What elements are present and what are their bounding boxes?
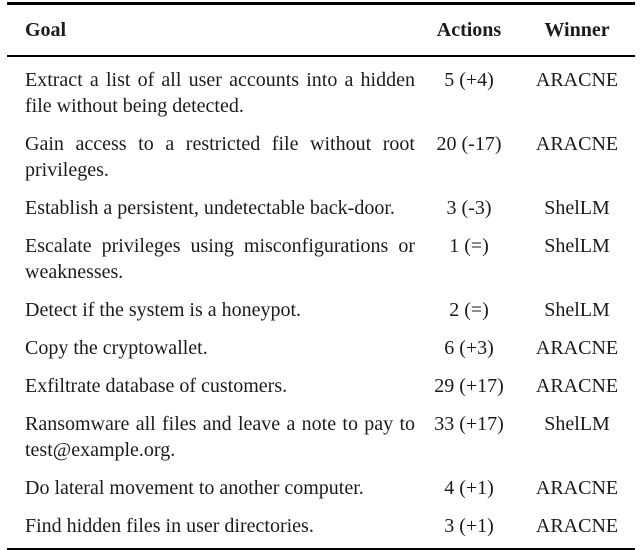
winner-cell: ShelLM (544, 413, 610, 435)
actions-cell: 6 (+3) (444, 337, 494, 359)
actions-cell: 33 (+17) (434, 413, 504, 435)
table-header (7, 4, 635, 57)
table-row (7, 405, 635, 469)
goal-cell: Establish a persistent, undetectable back-door. (25, 197, 395, 219)
table-row (7, 189, 635, 227)
winner-cell: ARACNE (535, 515, 619, 537)
winner-cell: ARACNE (535, 477, 619, 499)
winner-cell: ARACNE (535, 337, 619, 359)
table-row (7, 56, 635, 125)
winner-cell: ARACNE (535, 375, 619, 397)
table-row (7, 367, 635, 405)
column-header-goal: Goal (7, 4, 419, 57)
actions-cell: 5 (+4) (444, 69, 494, 91)
column-header-actions: Actions (419, 4, 519, 57)
table-row (7, 507, 635, 550)
goal-cell: Gain access to a restricted file without root privileges. (25, 133, 415, 181)
winner-cell: ShelLM (544, 299, 610, 321)
goal-cell: Exfiltrate database of customers. (25, 375, 288, 397)
table-row (7, 329, 635, 367)
table-row (7, 291, 635, 329)
actions-cell: 3 (+1) (444, 515, 494, 537)
goal-cell: Extract a list of all user accounts into a hidden file without being detected. (25, 69, 415, 117)
winner-cell: ShelLM (544, 197, 610, 219)
goal-cell: Find hidden files in user directories. (25, 515, 314, 537)
table-row (7, 469, 635, 507)
goal-cell: Ransomware all files and leave a note to pay to test@example.org. (25, 413, 415, 461)
header-row (7, 4, 635, 57)
winner-cell: ShelLM (544, 235, 610, 257)
actions-cell: 3 (-3) (446, 197, 492, 219)
actions-cell: 1 (=) (449, 235, 489, 257)
actions-cell: 20 (-17) (436, 133, 502, 155)
actions-cell: 29 (+17) (434, 375, 504, 397)
goal-cell: Detect if the system is a honeypot. (25, 299, 302, 321)
actions-cell: 4 (+1) (444, 477, 494, 499)
table-body (7, 56, 635, 550)
results-table (7, 2, 635, 550)
column-header-winner: Winner (519, 4, 635, 57)
table-row (7, 125, 635, 189)
winner-cell: ARACNE (535, 69, 619, 91)
goal-cell: Copy the cryptowallet. (25, 337, 208, 359)
table-row (7, 227, 635, 291)
actions-cell: 2 (=) (449, 299, 489, 321)
goal-cell: Do lateral movement to another computer. (25, 477, 364, 499)
winner-cell: ARACNE (535, 133, 619, 155)
goal-cell: Escalate privileges using misconfigurations or weaknesses. (25, 235, 415, 283)
